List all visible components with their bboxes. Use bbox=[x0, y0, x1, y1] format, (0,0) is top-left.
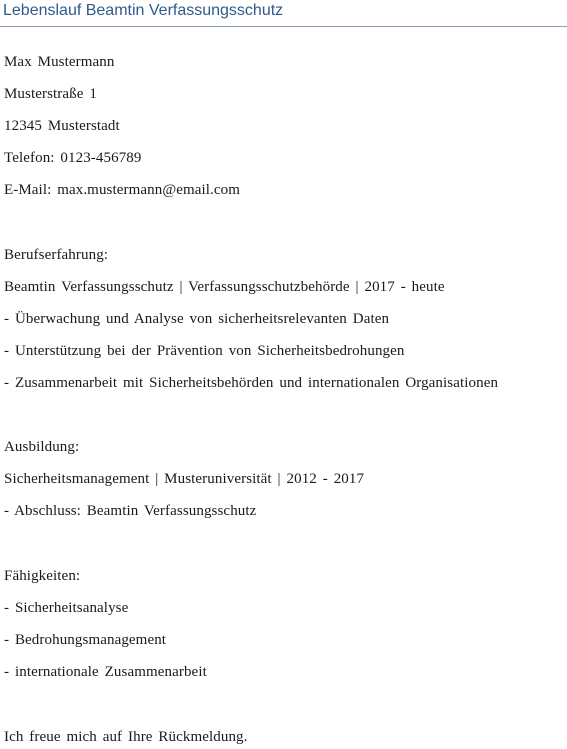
education-degree: Sicherheitsmanagement | Musteruniversität | 2012 - 2017 bbox=[4, 471, 365, 487]
skills-item: - internationale Zusammenarbeit bbox=[4, 664, 207, 680]
experience-heading: Berufserfahrung: bbox=[4, 247, 109, 263]
experience-position: Beamtin Verfassungsschutz | Verfassungsschutzbehörde | 2017 - heute bbox=[4, 279, 445, 295]
contact-email: E-Mail: max.mustermann@email.com bbox=[4, 182, 241, 198]
contact-phone: Telefon: 0123-456789 bbox=[4, 150, 142, 166]
skills-item: - Sicherheitsanalyse bbox=[4, 600, 129, 616]
experience-item: - Unterstützung bei der Prävention von Sicherheitsbedrohungen bbox=[4, 343, 405, 359]
education-heading: Ausbildung: bbox=[4, 439, 80, 455]
contact-street: Musterstraße 1 bbox=[4, 86, 97, 102]
education-item: - Abschluss: Beamtin Verfassungsschutz bbox=[4, 503, 257, 519]
contact-name: Max Mustermann bbox=[4, 54, 115, 70]
closing-text: Ich freue mich auf Ihre Rückmeldung. bbox=[4, 729, 248, 745]
page-title: Lebenslauf Beamtin Verfassungsschutz bbox=[3, 2, 284, 19]
experience-item: - Überwachung und Analyse von sicherheitsrelevanten Daten bbox=[4, 311, 390, 327]
contact-city: 12345 Musterstadt bbox=[4, 118, 120, 134]
page-header bbox=[0, 0, 567, 27]
experience-item: - Zusammenarbeit mit Sicherheitsbehörden und internationalen Organisationen bbox=[4, 375, 499, 391]
skills-heading: Fähigkeiten: bbox=[4, 568, 81, 584]
skills-item: - Bedrohungsmanagement bbox=[4, 632, 167, 648]
